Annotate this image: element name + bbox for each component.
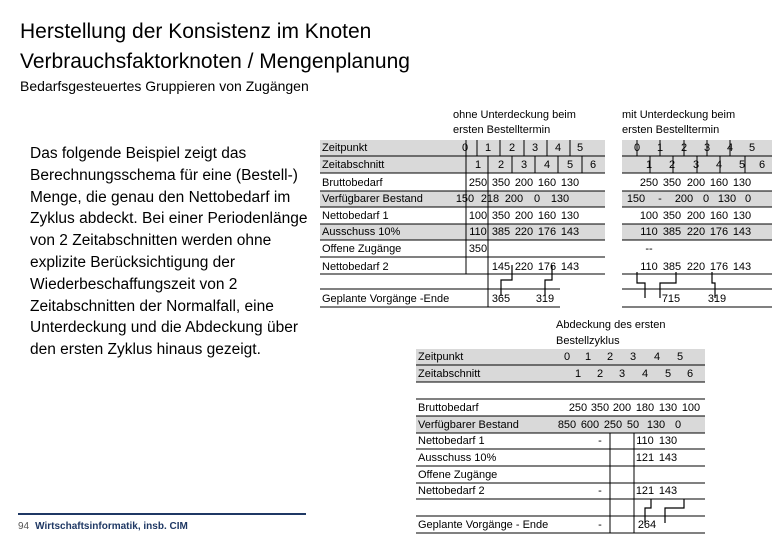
page-number: 94 (18, 521, 30, 532)
a-vb-1: 218 (480, 193, 500, 205)
footer (18, 521, 188, 532)
a-vb-4: 130 (550, 193, 570, 205)
c-as-4: 121 (635, 452, 655, 464)
c-vb-3: 50 (626, 419, 640, 431)
a-n1-5: 130 (560, 210, 580, 222)
c-gv-1: 264 (637, 519, 657, 531)
c-vb-5: 0 (674, 419, 682, 431)
caption-a-line-2: ersten Bestelltermin (453, 124, 551, 136)
c-zp-5: 5 (676, 351, 684, 363)
b-n2-1: 110 (640, 261, 658, 273)
b-n1-5: 130 (732, 210, 752, 222)
c-n1-5: 130 (658, 435, 678, 447)
b-as-4: 176 (709, 226, 729, 238)
c-vb-1: 600 (580, 419, 600, 431)
b-za-3: 3 (692, 159, 700, 171)
c-vb-2: 250 (603, 419, 623, 431)
b-za-2: 2 (668, 159, 676, 171)
b-za-6: 6 (758, 159, 766, 171)
c-zp-3: 3 (629, 351, 637, 363)
b-n1-2: 350 (662, 210, 682, 222)
c-label-bruttobedarf: Bruttobedarf (418, 402, 479, 414)
b-vb-2: 200 (674, 193, 694, 205)
c-za-5: 5 (664, 368, 672, 380)
b-zp-2: 2 (680, 142, 688, 154)
caption-b-line-2: ersten Bestelltermin (622, 124, 720, 136)
b-n2-2: 385 (662, 261, 682, 273)
b-n1-3: 200 (686, 210, 706, 222)
b-zp-5: 5 (748, 142, 756, 154)
a-as-1: 110 (469, 226, 487, 238)
slide-title-line-1: Herstellung der Konsistenz im Knoten (20, 20, 372, 43)
c-label-offene: Offene Zugänge (418, 469, 498, 481)
c-label-netto2: Nettobedarf 2 (418, 485, 485, 497)
a-zp-0: 0 (461, 142, 469, 154)
a-bb-2: 350 (491, 177, 511, 189)
c-bb-1: 250 (568, 402, 588, 414)
b-bb-3: 200 (686, 177, 706, 189)
caption-c-line-1: Abdeckung des ersten (556, 319, 666, 331)
a-bb-1: 250 (468, 177, 488, 189)
b-za-1: 1 (645, 159, 653, 171)
a-label-offene: Offene Zugänge (322, 243, 402, 255)
a-za-2: 2 (497, 159, 505, 171)
c-zp-2: 2 (606, 351, 614, 363)
a-bb-4: 160 (537, 177, 557, 189)
a-za-1: 1 (474, 159, 482, 171)
a-n1-3: 200 (514, 210, 534, 222)
b-as-3: 220 (686, 226, 706, 238)
b-zp-0: 0 (633, 142, 641, 154)
c-label-zeitpunkt: Zeitpunkt (418, 351, 464, 363)
b-vb-0: 150 (626, 193, 646, 205)
b-n1-1: 100 (639, 210, 659, 222)
a-n2-3: 220 (514, 261, 534, 273)
a-vb-3: 0 (533, 193, 541, 205)
slide-subtitle: Bedarfsgesteuertes Gruppieren von Zugängen (20, 78, 309, 94)
a-za-5: 5 (566, 159, 574, 171)
c-za-4: 4 (641, 368, 649, 380)
b-zp-3: 3 (703, 142, 711, 154)
c-za-6: 6 (686, 368, 694, 380)
caption-a-line-1: ohne Unterdeckung beim (453, 109, 576, 121)
c-label-netto1: Nettobedarf 1 (418, 435, 485, 447)
a-za-3: 3 (520, 159, 528, 171)
a-label-zeitpunkt: Zeitpunkt (322, 142, 368, 154)
c-label-verfuegbar: Verfügbarer Bestand (418, 419, 519, 431)
c-n1-dash: - (598, 435, 602, 447)
a-zp-1: 1 (484, 142, 492, 154)
b-vb-5: 0 (744, 193, 752, 205)
b-vb-3: 0 (702, 193, 710, 205)
a-label-bruttobedarf: Bruttobedarf (322, 177, 383, 189)
c-za-2: 2 (596, 368, 604, 380)
a-vb-0: 150 (455, 193, 475, 205)
c-n1-4: 110 (636, 435, 654, 447)
b-bb-5: 130 (732, 177, 752, 189)
a-n1-1: 100 (468, 210, 488, 222)
c-n2-5: 143 (658, 485, 678, 497)
c-za-3: 3 (618, 368, 626, 380)
b-as-2: 385 (662, 226, 682, 238)
a-n2-5: 143 (560, 261, 580, 273)
b-zp-1: 1 (656, 142, 664, 154)
c-gv-dash: - (598, 519, 602, 531)
c-n2-dash: - (598, 485, 602, 497)
a-label-zeitabschnitt: Zeitabschnitt (322, 159, 385, 171)
b-za-5: 5 (738, 159, 746, 171)
a-oz-1: 350 (468, 243, 488, 255)
caption-c-line-2: Bestellzyklus (556, 335, 620, 347)
c-bb-4: 180 (635, 402, 655, 414)
b-n2-5: 143 (732, 261, 752, 273)
a-as-4: 176 (537, 226, 557, 238)
c-zp-0: 0 (563, 351, 571, 363)
a-as-5: 143 (560, 226, 580, 238)
b-bb-2: 350 (662, 177, 682, 189)
body-paragraph: Das folgende Beispiel zeigt das Berechnungsschema für eine (Bestell-) Menge, die genau den Nettobedarf im Zyklus abdeckt. Bei einer Periodenlänge von 2 Zeitabschnitten werden ohne explizite Berücksichtigung der Wiederbeschaffungszeit von 2 Zeitabschnitten der Normalfall, eine Unterdeckung und die Abdeckung über den ersten Zyklus hinaus gezeigt. (30, 145, 308, 359)
c-bb-3: 200 (612, 402, 632, 414)
a-as-2: 385 (491, 226, 511, 238)
c-label-geplante: Geplante Vorgänge - Ende (418, 519, 549, 531)
table-c-grid (416, 365, 705, 533)
a-label-netto1: Nettobedarf 1 (322, 210, 389, 222)
a-zp-2: 2 (508, 142, 516, 154)
a-zp-5: 5 (576, 142, 584, 154)
a-bb-5: 130 (560, 177, 580, 189)
a-n2-2: 145 (491, 261, 511, 273)
a-gv-2: 319 (535, 293, 555, 305)
b-n2-4: 176 (709, 261, 729, 273)
a-label-netto2: Nettobedarf 2 (322, 261, 389, 273)
b-oz: -- (645, 243, 653, 255)
b-as-5: 143 (732, 226, 752, 238)
a-za-4: 4 (543, 159, 551, 171)
footer-text: Wirtschaftsinformatik, insb. CIM (35, 521, 188, 532)
a-zp-4: 4 (554, 142, 562, 154)
a-n2-4: 176 (537, 261, 557, 273)
b-gv-1: 715 (661, 293, 681, 305)
b-as-1: 110 (640, 226, 658, 238)
c-label-zeitabschnitt: Zeitabschnitt (418, 368, 481, 380)
a-gv-1: 365 (491, 293, 511, 305)
caption-b-line-1: mit Unterdeckung beim (622, 109, 736, 121)
c-bb-6: 100 (681, 402, 701, 414)
b-za-4: 4 (715, 159, 723, 171)
a-n1-2: 350 (491, 210, 511, 222)
c-za-1: 1 (574, 368, 582, 380)
a-as-3: 220 (514, 226, 534, 238)
a-vb-2: 200 (504, 193, 524, 205)
b-zp-4: 4 (726, 142, 734, 154)
c-label-ausschuss: Ausschuss 10% (418, 452, 497, 464)
a-label-geplante: Geplante Vorgänge -Ende (322, 293, 450, 305)
b-n2-3: 220 (686, 261, 706, 273)
b-bb-4: 160 (709, 177, 729, 189)
c-n2-4: 121 (635, 485, 655, 497)
a-bb-3: 200 (514, 177, 534, 189)
b-n1-4: 160 (709, 210, 729, 222)
c-vb-4: 130 (646, 419, 666, 431)
a-zp-3: 3 (531, 142, 539, 154)
b-vb-1: - (658, 193, 662, 205)
slide-title-line-2: Verbrauchsfaktorknoten / Mengenplanung (20, 50, 410, 73)
c-vb-0: 850 (557, 419, 577, 431)
b-bb-1: 250 (639, 177, 659, 189)
a-label-ausschuss: Ausschuss 10% (322, 226, 401, 238)
a-n1-4: 160 (537, 210, 557, 222)
c-zp-1: 1 (584, 351, 592, 363)
c-as-5: 143 (658, 452, 678, 464)
a-label-verfuegbar: Verfügbarer Bestand (322, 193, 423, 205)
a-za-6: 6 (589, 159, 597, 171)
c-bb-2: 350 (590, 402, 610, 414)
c-bb-5: 130 (658, 402, 678, 414)
b-vb-4: 130 (717, 193, 737, 205)
b-gv-2: 319 (707, 293, 727, 305)
c-zp-4: 4 (653, 351, 661, 363)
